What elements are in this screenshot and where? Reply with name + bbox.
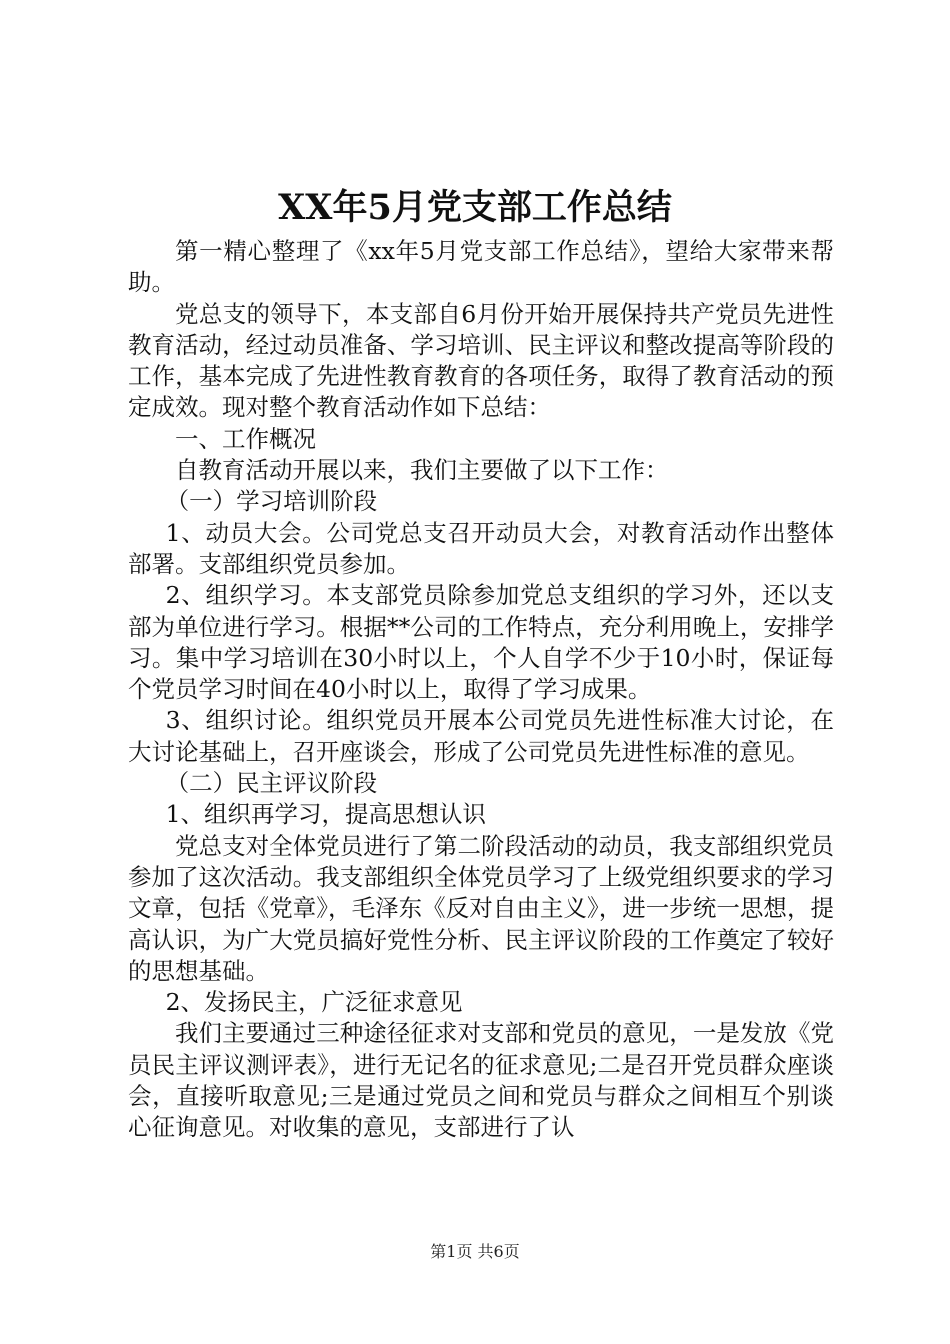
paragraph-democracy-detail: 我们主要通过三种途径征求对支部和党员的意见，一是发放《党员民主评议测评表》，进行无记名的征求意见;二是召开党员群众座谈会，直接听取意见;三是通过党员之间和党员与群众之间相互个别谈心征询意见。对收集的意见，支部进行了认 — [128, 1019, 834, 1142]
subsection-heading-study-training: （一）学习培训阶段 — [165, 487, 378, 516]
paragraph-item-mobilization: 1、动员大会。公司党总支召开动员大会，对教育活动作出整体部署。支部组织党员参加。 — [128, 518, 834, 578]
document-body — [128, 236, 834, 1144]
paragraph-overview: 党总支的领导下，本支部自6月份开始开展保持共产党员先进性教育活动，经过动员准备、学习培训、民主评议和整改提高等阶段的工作，基本完成了先进性教育教育的各项任务，取得了教育活动的预定成效。现对整个教育活动作如下总结： — [128, 299, 834, 422]
paragraph-restudy-detail: 党总支对全体党员进行了第二阶段活动的动员，我支部组织党员参加了这次活动。我支部组织全体党员学习了上级党组织要求的学习文章，包括《党章》，毛泽东《反对自由主义》，进一步统一思想，提高认识，为广大党员搞好党性分析、民主评议阶段的工作奠定了较好的思想基础。 — [128, 831, 834, 985]
page-footer: 第1页 共6页 — [430, 1242, 520, 1261]
paragraph-item-organize-discussion: 3、组织讨论。组织党员开展本公司党员先进性标准大讨论，在大讨论基础上，召开座谈会，形成了公司党员先进性标准的意见。 — [128, 706, 834, 766]
paragraph-item-restudy: 1、组织再学习，提高思想认识 — [165, 800, 487, 829]
paragraph-intro: 第一精心整理了《xx年5月党支部工作总结》，望给大家带来帮助。 — [128, 237, 834, 297]
paragraph-work-summary: 自教育活动开展以来，我们主要做了以下工作： — [175, 456, 669, 485]
document-title: XX年5月党支部工作总结 — [278, 187, 672, 228]
paragraph-item-democracy: 2、发扬民主，广泛征求意见 — [165, 988, 463, 1017]
subsection-heading-democratic-review: （二）民主评议阶段 — [165, 769, 378, 798]
paragraph-item-organize-study: 2、组织学习。本支部党员除参加党总支组织的学习外，还以支部为单位进行学习。根据**公司的工作特点，充分利用晚上，安排学习。集中学习培训在30小时以上，个人自学不少于10小时，保证每个党员学习时间在40小时以上，取得了学习成果。 — [128, 581, 834, 704]
section-heading-work-overview: 一、工作概况 — [175, 424, 316, 453]
